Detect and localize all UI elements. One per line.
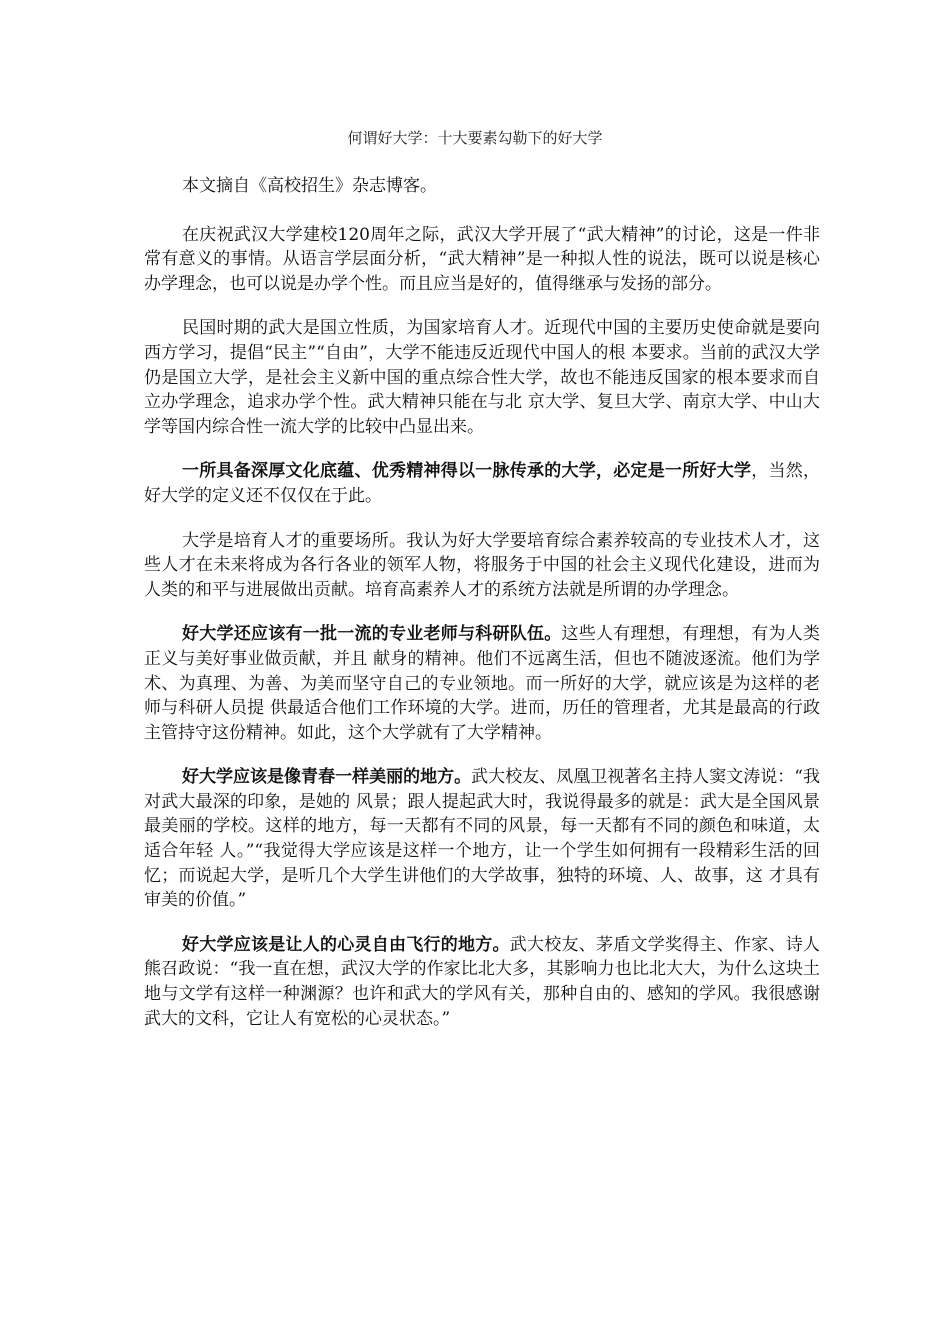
paragraph-faculty [144,622,820,745]
paragraph-lead: 好大学应该是让人的心灵自由飞行的地方。 [182,934,510,955]
paragraph-anniversary [144,223,820,297]
paragraph-text: ，当然，好大学的定义还不仅仅在于此。 [144,461,820,506]
document-title: 何谓好大学：十大要素勾勒下的好大学 [347,129,603,147]
paragraph-text: 大学是培育人才的重要场所。我认为好大学要培育综合素养较高的专业技术人才，这些人才在未来将成为各行各业的领军人物，将服务于中国的社会主义现代化建设，进而为人类的和平与进展做出贡献。培育高素养人才的系统方法就是所谓的办学理念。 [144,530,820,600]
paragraph-lead: 好大学应该是像青春一样美丽的地方。 [182,767,472,788]
paragraph-text: 武大校友、凤凰卫视著名主持人窦文涛说：“我对武大最深的印象，是她的 风景；跟人提起武大时，我说得最多的就是：武大是全国风景最美丽的学校。这样的地方，每一天都有不同的风景，每一天都有不同的颜色和味道，太适合年轻 人。”“我觉得大学应该是这样一个地方，让一个学生如何拥有一段精彩生活的回忆；而说起大学，是听几个大学生讲他们的大学故事，独特的环境、人、故事，这 才具有审美的价值。” [144,767,820,911]
paragraph-source [144,174,820,199]
paragraph-talent [144,529,820,603]
paragraph-freedom [144,933,820,1031]
document-body [144,174,820,1051]
paragraph-text: 在庆祝武汉大学建校120周年之际，武汉大学开展了“武大精神”的讨论，这是一件非常有意义的事情。从语言学层面分析，“武大精神”是一种拟人性的说法，既可以说是核心办学理念，也可以说是办学个性。而且应当是好的，值得继承与发扬的部分。 [144,224,820,294]
paragraph-beauty [144,765,820,913]
paragraph-lead: 一所具备深厚文化底蕴、优秀精神得以一脉传承的大学，必定是一所好大学 [182,461,752,482]
paragraph-culture [144,459,820,508]
paragraph-text: 武大校友、茅盾文学奖得主、作家、诗人熊召政说：“我一直在想，武汉大学的作家比北大多，其影响力也比北大大，为什么这块土地与文学有这样一种渊源？也许和武大的学风有关，那种自由的、感知的学风。我很感谢武大的文科，它让人有宽松的心灵状态。” [144,934,820,1029]
paragraph-history [144,316,820,439]
paragraph-text: 这些人有理想，有理想，有为人类正义与美好事业做贡献，并且 献身的精神。他们不远离生活，但也不随波逐流。他们为学术、为真理、为善、为美而坚守自己的专业领地。而一所好的大学，就应该是为这样的老师与科研人员提 供最适合他们工作环境的大学。进而，历任的管理者，尤其是最高的行政主管持守这份精神。如此，这个大学就有了大学精神。 [144,624,820,743]
paragraph-lead: 好大学还应该有一批一流的专业老师与科研队伍。 [182,624,562,645]
paragraph-text: 本文摘自《高校招生》杂志博客。 [182,176,437,196]
paragraph-text: 民国时期的武大是国立性质，为国家培育人才。近现代中国的主要历史使命就是要向西方学习，提倡“民主”“自由”，大学不能违反近现代中国人的根 本要求。当前的武汉大学仍是国立大学，是社会主义新中国的重点综合性大学，故也不能违反国家的根本要求而自立办学理念，追求办学个性。武大精神只能在与北 京大学、复旦大学、南京大学、中山大学等国内综合性一流大学的比较中凸显出来。 [144,318,820,437]
